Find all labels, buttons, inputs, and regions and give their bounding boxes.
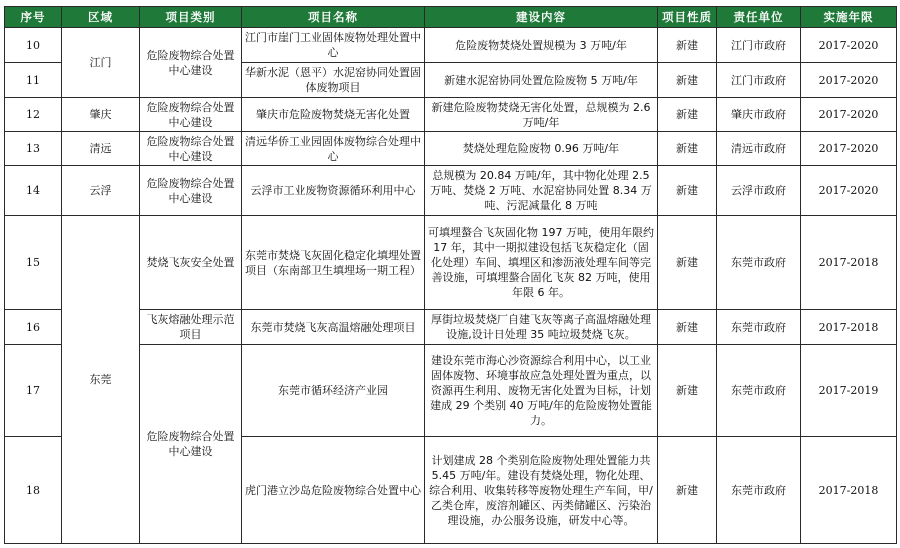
cell-no: 12 bbox=[5, 98, 62, 132]
cell-years: 2017-2020 bbox=[801, 28, 897, 63]
cell-no: 13 bbox=[5, 132, 62, 166]
cell-name: 江门市崖门工业固体废物处理处置中心 bbox=[242, 28, 425, 63]
cell-unit: 东莞市政府 bbox=[717, 310, 801, 345]
cell-name: 虎门港立沙岛危险废物综合处置中心 bbox=[242, 437, 425, 544]
cell-nature: 新建 bbox=[658, 310, 717, 345]
projects-table bbox=[4, 6, 897, 544]
cell-nature: 新建 bbox=[658, 437, 717, 544]
cell-unit: 江门市政府 bbox=[717, 28, 801, 63]
cell-years: 2017-2018 bbox=[801, 216, 897, 310]
cell-name: 云浮市工业废物资源循环利用中心 bbox=[242, 166, 425, 216]
cell-nature: 新建 bbox=[658, 28, 717, 63]
cell-content: 总规模为 20.84 万吨/年，其中物化处理 2.5 万吨、焚烧 2 万吨、水泥窑协同处置 8.34 万吨、污泥减量化 8 万吨 bbox=[425, 166, 658, 216]
cell-nature: 新建 bbox=[658, 63, 717, 98]
cell-years: 2017-2020 bbox=[801, 98, 897, 132]
cell-unit: 云浮市政府 bbox=[717, 166, 801, 216]
cell-nature: 新建 bbox=[658, 98, 717, 132]
header-content: 建设内容 bbox=[425, 7, 658, 28]
cell-nature: 新建 bbox=[658, 132, 717, 166]
cell-content: 危险废物焚烧处置规模为 3 万吨/年 bbox=[425, 28, 658, 63]
header-years: 实施年限 bbox=[801, 7, 897, 28]
cell-unit: 清远市政府 bbox=[717, 132, 801, 166]
header-unit: 责任单位 bbox=[717, 7, 801, 28]
header-nature: 项目性质 bbox=[658, 7, 717, 28]
header-name: 项目名称 bbox=[242, 7, 425, 28]
cell-category: 危险废物综合处置中心建设 bbox=[140, 345, 242, 544]
cell-content: 新建水泥窑协同处置危险废物 5 万吨/年 bbox=[425, 63, 658, 98]
cell-region: 东莞 bbox=[62, 216, 140, 544]
cell-category: 危险废物综合处置中心建设 bbox=[140, 98, 242, 132]
cell-no: 17 bbox=[5, 345, 62, 437]
cell-name: 东莞市焚烧飞灰高温熔融处理项目 bbox=[242, 310, 425, 345]
cell-name: 华新水泥（恩平）水泥窑协同处置固体废物项目 bbox=[242, 63, 425, 98]
cell-years: 2017-2020 bbox=[801, 132, 897, 166]
header-category: 项目类别 bbox=[140, 7, 242, 28]
cell-category: 飞灰熔融处理示范项目 bbox=[140, 310, 242, 345]
cell-no: 18 bbox=[5, 437, 62, 544]
cell-years: 2017-2020 bbox=[801, 166, 897, 216]
cell-no: 16 bbox=[5, 310, 62, 345]
table-row bbox=[5, 28, 897, 63]
cell-years: 2017-2018 bbox=[801, 437, 897, 544]
cell-no: 10 bbox=[5, 28, 62, 63]
cell-region: 肇庆 bbox=[62, 98, 140, 132]
header-region: 区域 bbox=[62, 7, 140, 28]
cell-name: 清远华侨工业园固体废物综合处理中心 bbox=[242, 132, 425, 166]
cell-nature: 新建 bbox=[658, 345, 717, 437]
cell-content: 可填埋螯合飞灰固化物 197 万吨，使用年限约 17 年，其中一期拟建设包括飞灰稳定化（固化处理）车间、填埋区和渗沥液处理车间等完善设施，可填埋螯合固化飞灰 82 万吨，使用年限 6 年。 bbox=[425, 216, 658, 310]
cell-nature: 新建 bbox=[658, 166, 717, 216]
cell-unit: 东莞市政府 bbox=[717, 345, 801, 437]
cell-years: 2017-2018 bbox=[801, 310, 897, 345]
cell-category: 危险废物综合处置中心建设 bbox=[140, 166, 242, 216]
cell-name: 东莞市焚烧飞灰固化稳定化填埋处置项目（东南部卫生填埋场一期工程） bbox=[242, 216, 425, 310]
cell-region: 清远 bbox=[62, 132, 140, 166]
cell-unit: 江门市政府 bbox=[717, 63, 801, 98]
cell-category: 危险废物综合处置中心建设 bbox=[140, 28, 242, 98]
cell-unit: 肇庆市政府 bbox=[717, 98, 801, 132]
cell-name: 肇庆市危险废物焚烧无害化处置 bbox=[242, 98, 425, 132]
cell-years: 2017-2020 bbox=[801, 63, 897, 98]
table-row bbox=[5, 216, 897, 310]
cell-years: 2017-2019 bbox=[801, 345, 897, 437]
cell-content: 建设东莞市海心沙资源综合利用中心，以工业固体废物、环境事故应急处理处置为重点，以资源再生利用、废物无害化处置为目标，计划建成 29 个类别 40 万吨/年的危险废物处置能力。 bbox=[425, 345, 658, 437]
cell-nature: 新建 bbox=[658, 216, 717, 310]
cell-no: 15 bbox=[5, 216, 62, 310]
header-no: 序号 bbox=[5, 7, 62, 28]
cell-name: 东莞市循环经济产业园 bbox=[242, 345, 425, 437]
table-row bbox=[5, 132, 897, 166]
cell-no: 11 bbox=[5, 63, 62, 98]
cell-unit: 东莞市政府 bbox=[717, 216, 801, 310]
cell-content: 新建危险废物焚烧无害化处置，总规模为 2.6 万吨/年 bbox=[425, 98, 658, 132]
cell-region: 江门 bbox=[62, 28, 140, 98]
cell-unit: 东莞市政府 bbox=[717, 437, 801, 544]
table-row bbox=[5, 98, 897, 132]
cell-no: 14 bbox=[5, 166, 62, 216]
table-row bbox=[5, 166, 897, 216]
cell-category: 焚烧飞灰安全处置 bbox=[140, 216, 242, 310]
cell-category: 危险废物综合处置中心建设 bbox=[140, 132, 242, 166]
cell-content: 焚烧处理危险废物 0.96 万吨/年 bbox=[425, 132, 658, 166]
cell-region: 云浮 bbox=[62, 166, 140, 216]
cell-content: 厚街垃圾焚烧厂自建飞灰等离子高温熔融处理设施,设计日处理 35 吨垃圾焚烧飞灰。 bbox=[425, 310, 658, 345]
header-row bbox=[5, 7, 897, 28]
cell-content: 计划建成 28 个类别危险废物处理处置能力共 5.45 万吨/年。建设有焚烧处理，物化处理、综合利用、收集转移等废物处理生产车间，甲/乙类仓库，废溶剂罐区、丙类储罐区、污染治理设施，办公服务设施，研发中心等。 bbox=[425, 437, 658, 544]
